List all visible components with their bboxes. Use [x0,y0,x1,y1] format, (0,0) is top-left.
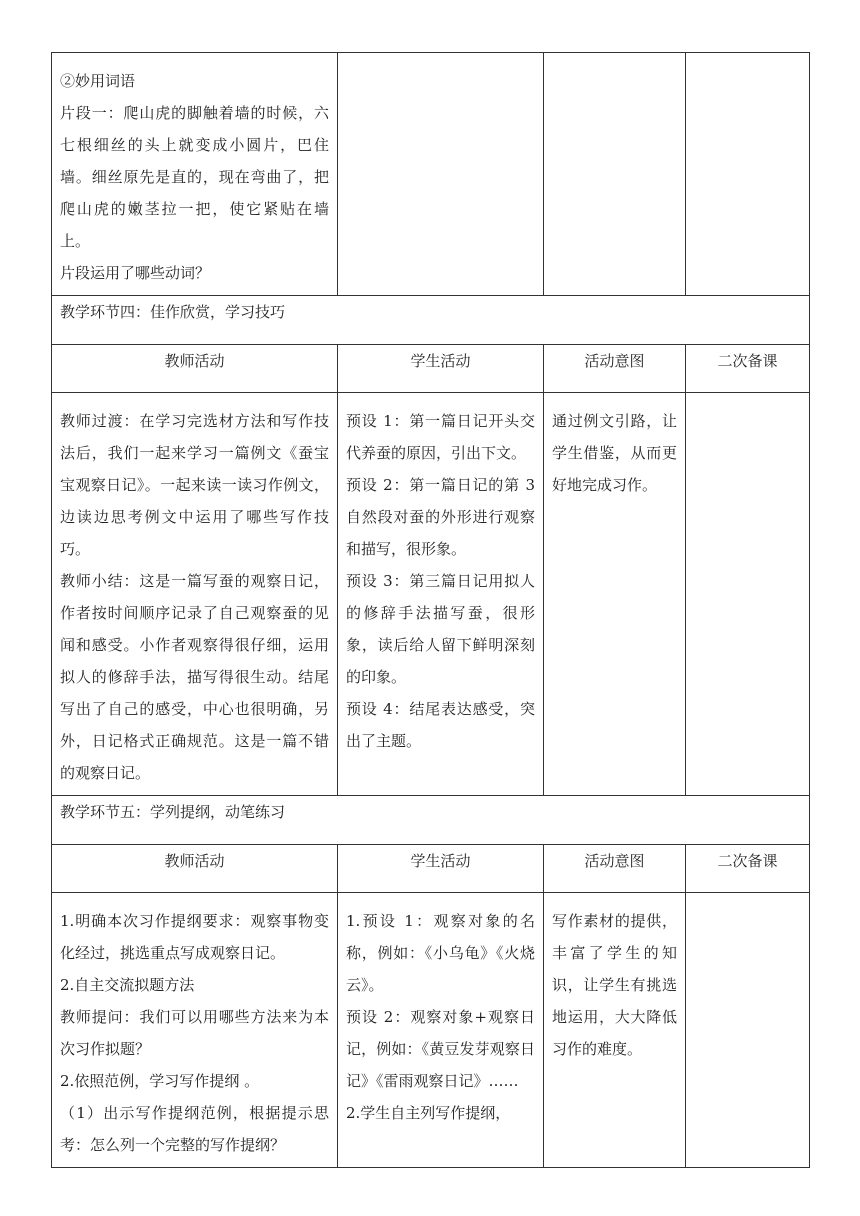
student-line: 预设 2：观察对象+观察日记，例如：《黄豆发芽观察日记》《雷雨观察日记》…… [346,1008,535,1090]
table-row [52,893,810,1168]
teacher-activity-cell [52,393,338,796]
student-line: 预设 3：第三篇日记用拟人的修辞手法描写蚕，很形象，读后给人留下鲜明深刻的印象。 [346,572,535,686]
activity-intent-cell: 写作素材的提供，丰富了学生的知识，让学生有挑选地运用，大大降低习作的难度。 [544,893,686,1168]
column-header: 活动意图 [544,345,686,393]
teacher-line: ②妙用词语 [60,72,136,90]
column-header: 教师活动 [52,345,338,393]
section-title: 教学环节五：学列提纲，动笔练习 [60,803,286,821]
student-line: 2.学生自主列写作提纲， [346,1104,511,1122]
section-title-cell [52,796,810,845]
section-title-row [52,796,810,845]
table-row [52,53,810,296]
section-title-row [52,296,810,345]
student-activity-cell [338,393,544,796]
column-header: 活动意图 [544,845,686,893]
student-activity-cell [338,53,544,296]
student-line: 预设 1：第一篇日记开头交代养蚕的原因，引出下文。 [346,412,535,462]
student-activity-cell [338,893,544,1168]
second-prep-cell [686,393,810,796]
teacher-line: 2.依照范例，学习写作提纲 。 [60,1072,260,1090]
section-title: 教学环节四：佳作欣赏，学习技巧 [60,303,286,321]
second-prep-cell [686,53,810,296]
activity-intent-cell [544,53,686,296]
column-header-row [52,845,810,893]
teacher-activity-cell [52,53,338,296]
second-prep-cell [686,893,810,1168]
lesson-plan-table [51,52,810,1168]
teacher-activity-cell [52,893,338,1168]
table-row [52,393,810,796]
activity-intent-cell: 通过例文引路，让学生借鉴，从而更好地完成习作。 [544,393,686,796]
teacher-line: 教师小结：这是一篇写蚕的观察日记，作者按时间顺序记录了自己观察蚕的见闻和感受。小作者观察得很仔细，运用拟人的修辞手法，描写得很生动。结尾写出了自己的感受，中心也很明确，另外，日记格式正确规范。这是一篇不错的观察日记。 [60,572,329,782]
column-header: 二次备课 [686,845,810,893]
column-header: 学生活动 [338,345,544,393]
teacher-line: 片段一：爬山虎的脚触着墙的时候，六七根细丝的头上就变成小圆片，巴住墙。细丝原先是直的，现在弯曲了，把爬山虎的嫩茎拉一把，使它紧贴在墙上。 [60,104,329,250]
section-title-cell [52,296,810,345]
column-header-row [52,345,810,393]
column-header: 二次备课 [686,345,810,393]
student-line: 预设 4：结尾表达感受，突出了主题。 [346,700,535,750]
teacher-line: 教师过渡：在学习完选材方法和写作技法后，我们一起来学习一篇例文《蚕宝宝观察日记》。一起来读一读习作例文，边读边思考例文中运用了哪些写作技巧。 [60,412,329,558]
teacher-line: 片段运用了哪些动词？ [60,264,211,282]
student-line: 1.预设 1：观察对象的名称，例如：《小乌龟》《火烧云》。 [346,912,535,994]
student-line: 预设 2：第一篇日记的第 3 自然段对蚕的外形进行观察和描写，很形象。 [346,476,535,558]
column-header: 学生活动 [338,845,544,893]
teacher-line: 1.明确本次习作提纲要求：观察事物变化经过，挑选重点写成观察日记。 [60,912,329,962]
teacher-line: （1）出示写作提纲范例，根据提示思考：怎么列一个完整的写作提纲？ [60,1104,329,1154]
teacher-line: 教师提问：我们可以用哪些方法来为本次习作拟题？ [60,1008,329,1058]
teacher-line: 2.自主交流拟题方法 [60,976,195,994]
column-header: 教师活动 [52,845,338,893]
